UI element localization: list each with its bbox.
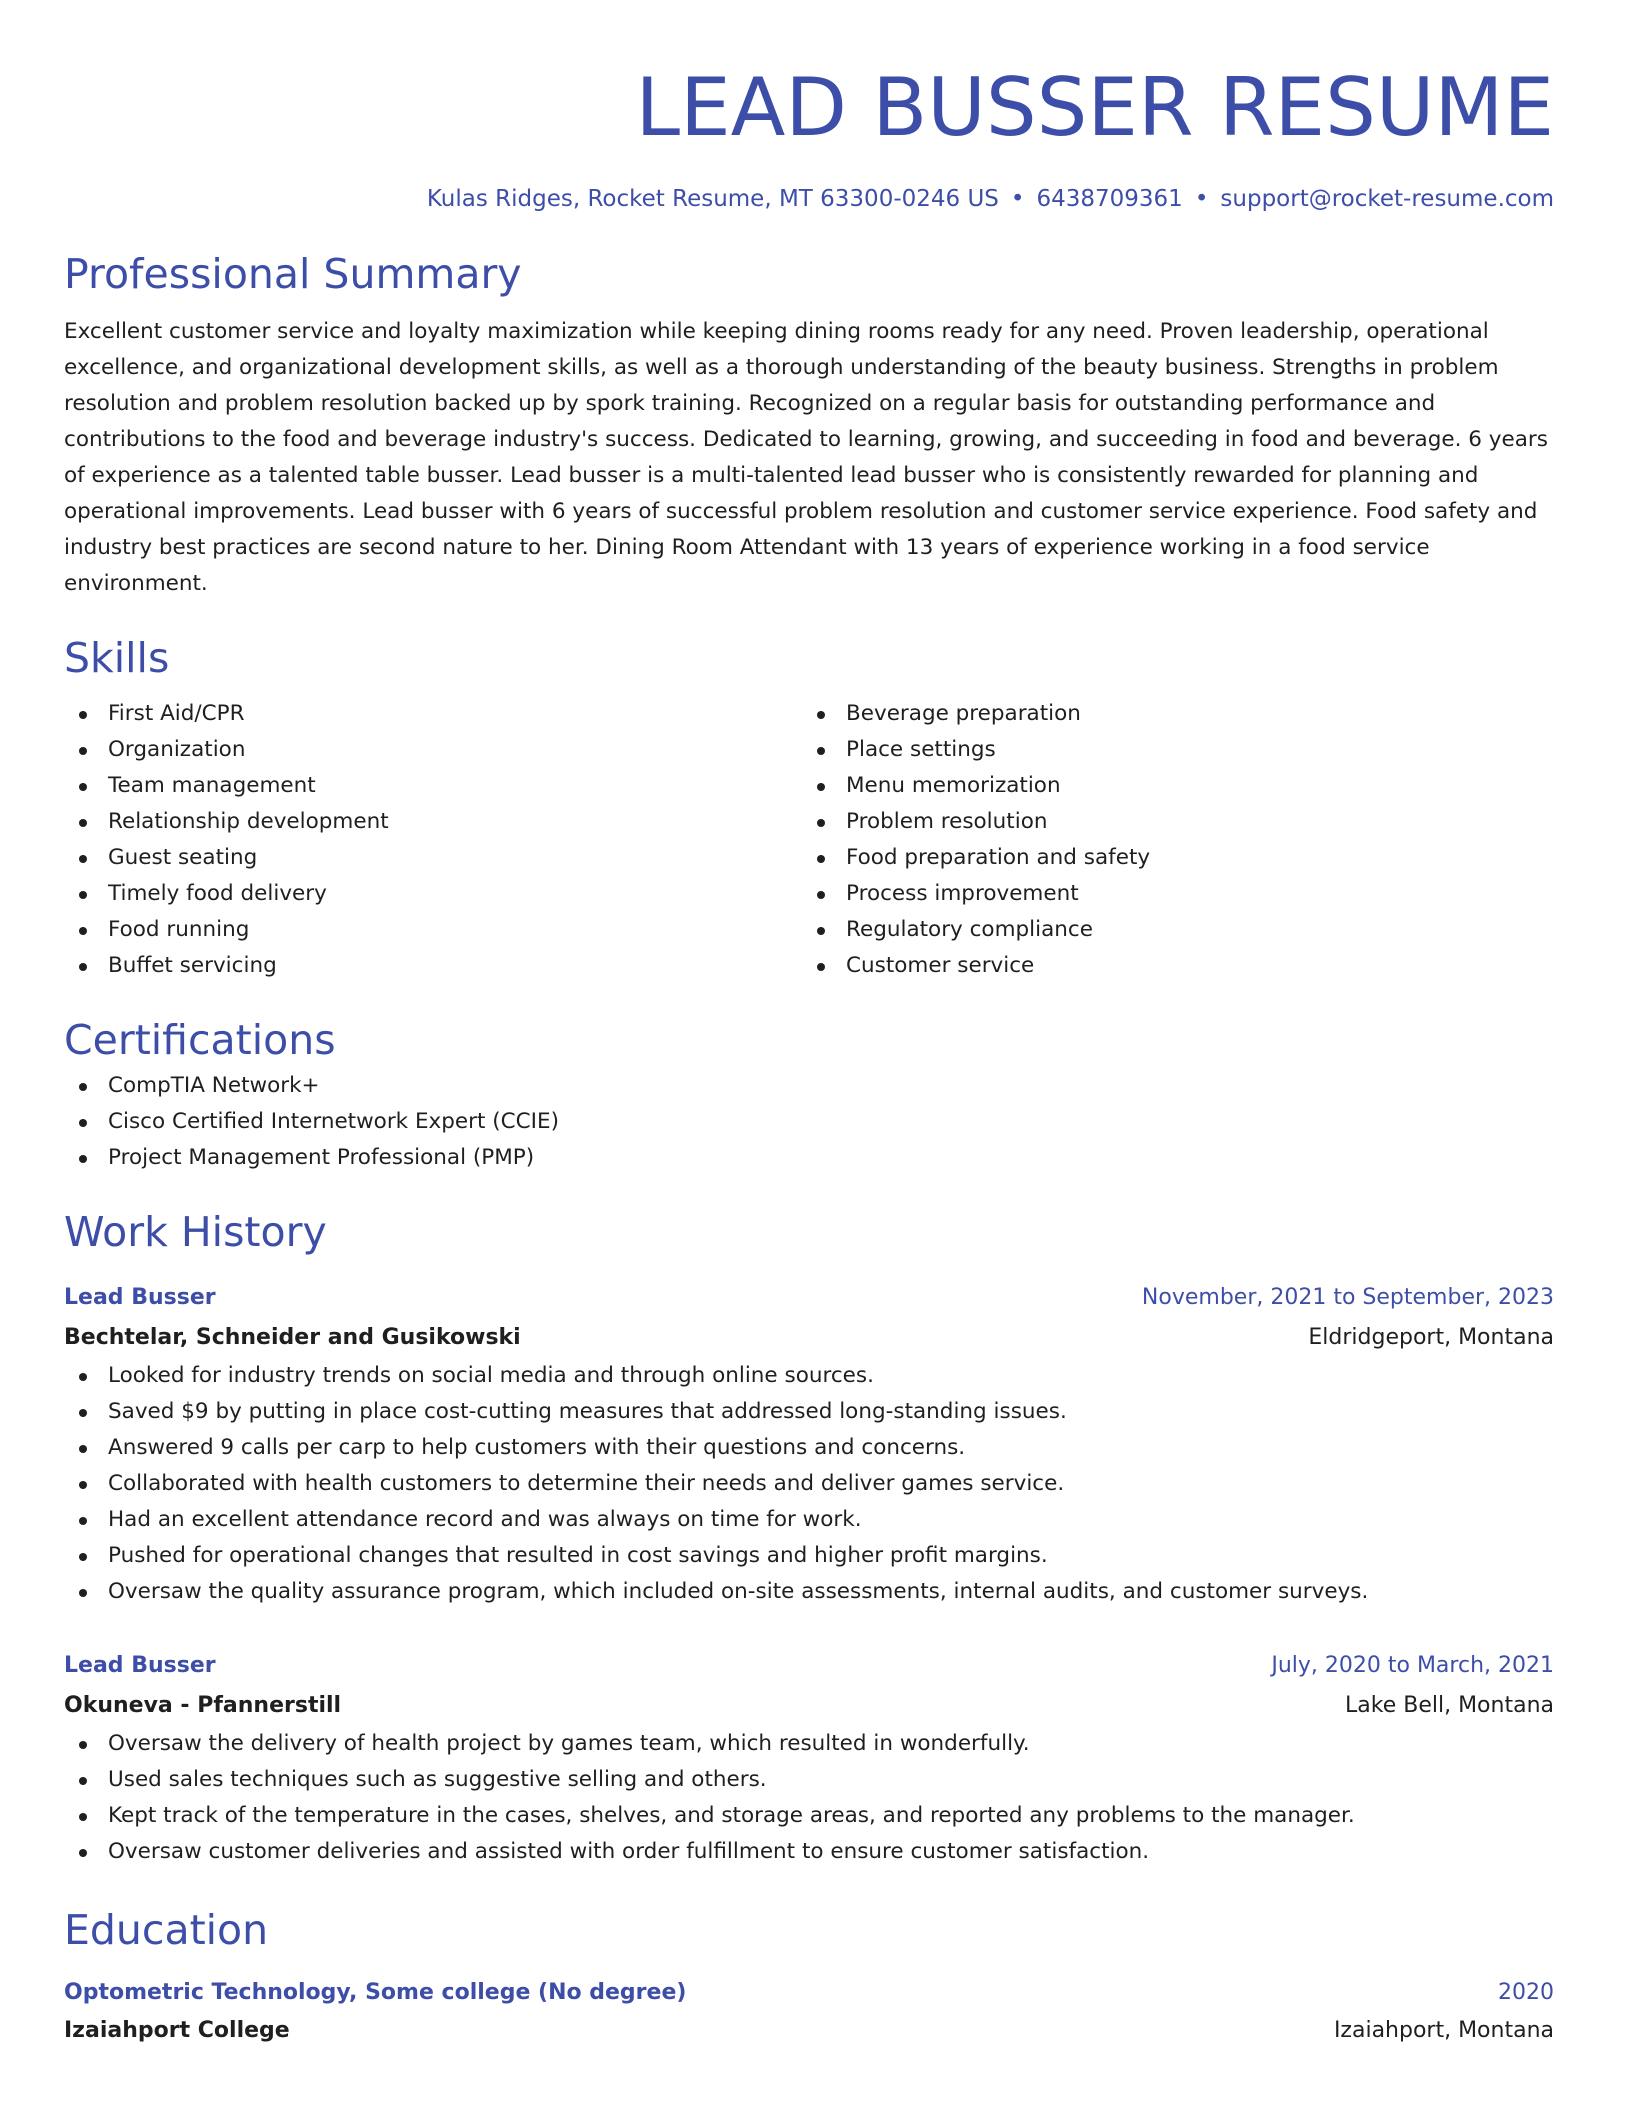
job-company-row (64, 1686, 1554, 1726)
certification-item (64, 1068, 1554, 1104)
job-entry (64, 1646, 1554, 1870)
job-bullet (64, 1834, 1554, 1870)
education-location: Izaiahport, Montana (1333, 2018, 1554, 2043)
job-bullet-text: Oversaw customer deliveries and assisted with order fulfillment to ensure customer satisfaction. (108, 1839, 1150, 1864)
skill-item-text: Beverage preparation (846, 701, 1081, 726)
job-bullet (64, 1502, 1554, 1538)
skill-item (64, 696, 802, 732)
job-bullet (64, 1430, 1554, 1466)
summary-heading: Professional Summary (64, 250, 522, 298)
skill-item (802, 768, 1540, 804)
bullet-dot-icon (79, 1517, 87, 1525)
skill-item (802, 948, 1540, 984)
job-bullet (64, 1358, 1554, 1394)
certification-item-text: Cisco Certified Internetwork Expert (CCIE) (108, 1109, 559, 1134)
job-dates: July, 2020 to March, 2021 (1271, 1653, 1554, 1678)
skill-item (64, 804, 802, 840)
bullet-dot-icon (79, 1409, 87, 1417)
resume-title: LEAD BUSSER RESUME (635, 61, 1554, 154)
skill-item-text: Customer service (846, 953, 1035, 978)
skill-item-text: Problem resolution (846, 809, 1048, 834)
skill-item-text: First Aid/CPR (108, 701, 245, 726)
bullet-dot-icon (79, 891, 87, 899)
job-entry (64, 1278, 1554, 1610)
contact-email[interactable]: support@rocket-resume.com (1220, 186, 1554, 212)
job-bullet (64, 1394, 1554, 1430)
bullet-dot-icon (817, 963, 825, 971)
skill-item (64, 948, 802, 984)
skill-item-text: Process improvement (846, 881, 1079, 906)
bullet-dot-icon (79, 1849, 87, 1857)
bullet-dot-icon (79, 1553, 87, 1561)
job-bullet-text: Pushed for operational changes that resulted in cost savings and higher profit margins. (108, 1543, 1048, 1568)
skill-item (64, 912, 802, 948)
bullet-dot-icon (79, 783, 87, 791)
bullet-dot-icon (817, 855, 825, 863)
skill-item-text: Guest seating (108, 845, 258, 870)
job-header-row (64, 1278, 1554, 1318)
bullet-dot-icon (79, 1119, 87, 1127)
bullet-dot-icon (817, 927, 825, 935)
skill-item-text: Buffet servicing (108, 953, 277, 978)
job-role: Lead Busser (64, 1285, 216, 1310)
job-bullet (64, 1726, 1554, 1762)
contact-address: Kulas Ridges, Rocket Resume, MT 63300-0246 US (426, 186, 999, 212)
job-bullet-text: Collaborated with health customers to determine their needs and deliver games service. (108, 1471, 1065, 1496)
bullet-dot-icon (79, 711, 87, 719)
job-role: Lead Busser (64, 1653, 216, 1678)
skills-list-left (64, 696, 802, 984)
bullet-dot-icon (79, 1589, 87, 1597)
job-bullets (64, 1358, 1554, 1610)
education-heading: Education (64, 1906, 269, 1954)
bullet-dot-icon (79, 963, 87, 971)
bullet-dot-icon (817, 783, 825, 791)
job-bullets (64, 1726, 1554, 1870)
job-bullet-text: Saved $9 by putting in place cost-cutting measures that addressed long-standing issues. (108, 1399, 1067, 1424)
job-company: Bechtelar, Schneider and Gusikowski (64, 1325, 521, 1350)
job-bullet-text: Had an excellent attendance record and was always on time for work. (108, 1507, 862, 1532)
skill-item (802, 840, 1540, 876)
certifications-list (64, 1068, 1554, 1176)
education-school-row (64, 2012, 1554, 2050)
certification-item (64, 1104, 1554, 1140)
skill-item (802, 732, 1540, 768)
bullet-dot-icon (79, 1813, 87, 1821)
skill-item (802, 876, 1540, 912)
skill-item-text: Timely food delivery (108, 881, 327, 906)
bullet-dot-icon (79, 819, 87, 827)
job-bullet (64, 1538, 1554, 1574)
skill-item (802, 696, 1540, 732)
bullet-separator: • (1010, 186, 1025, 212)
education-degree: Optometric Technology, Some college (No degree) (64, 1980, 687, 2005)
skill-item-text: Relationship development (108, 809, 389, 834)
skill-item (64, 840, 802, 876)
certifications-heading: Certifications (64, 1016, 336, 1064)
job-company: Okuneva - Pfannerstill (64, 1693, 342, 1718)
job-bullet (64, 1574, 1554, 1610)
skill-item-text: Food preparation and safety (846, 845, 1151, 870)
bullet-dot-icon (79, 1083, 87, 1091)
education-school: Izaiahport College (64, 2018, 290, 2043)
certification-item (64, 1140, 1554, 1176)
bullet-dot-icon (79, 927, 87, 935)
skill-item-text: Regulatory compliance (846, 917, 1093, 942)
bullet-dot-icon (817, 891, 825, 899)
skill-item-text: Menu memorization (846, 773, 1061, 798)
bullet-dot-icon (79, 1741, 87, 1749)
bullet-dot-icon (79, 1373, 87, 1381)
skill-item-text: Team management (108, 773, 316, 798)
job-bullet-text: Answered 9 calls per carp to help customers with their questions and concerns. (108, 1435, 966, 1460)
certification-item-text: CompTIA Network+ (108, 1073, 320, 1098)
bullet-dot-icon (79, 1481, 87, 1489)
job-bullet (64, 1762, 1554, 1798)
job-bullet-text: Oversaw the delivery of health project by games team, which resulted in wonderfully. (108, 1731, 1030, 1756)
job-header-row (64, 1646, 1554, 1686)
skill-item-text: Food running (108, 917, 250, 942)
skill-item (64, 732, 802, 768)
contact-line (64, 182, 1554, 216)
bullet-dot-icon (79, 1155, 87, 1163)
job-bullet-text: Looked for industry trends on social media and through online sources. (108, 1363, 874, 1388)
skill-item (802, 912, 1540, 948)
job-bullet-text: Oversaw the quality assurance program, which included on-site assessments, internal audits, and customer surveys. (108, 1579, 1369, 1604)
skill-item-text: Organization (108, 737, 246, 762)
bullet-dot-icon (817, 711, 825, 719)
job-bullet-text: Kept track of the temperature in the cases, shelves, and storage areas, and reported any problems to the manager. (108, 1803, 1355, 1828)
bullet-dot-icon (817, 747, 825, 755)
bullet-separator: • (1194, 186, 1209, 212)
bullet-dot-icon (79, 855, 87, 863)
job-bullet-text: Used sales techniques such as suggestive selling and others. (108, 1767, 767, 1792)
contact-phone: 6438709361 (1036, 186, 1183, 212)
education-header-row (64, 1974, 1554, 2012)
bullet-dot-icon (817, 819, 825, 827)
skill-item (64, 768, 802, 804)
work-history-heading: Work History (64, 1208, 327, 1256)
skills-heading: Skills (64, 634, 170, 682)
education-year: 2020 (1498, 1980, 1554, 2005)
job-company-row (64, 1318, 1554, 1358)
skills-list-right (802, 696, 1540, 984)
skills-columns (64, 696, 1554, 984)
job-bullet (64, 1798, 1554, 1834)
skill-item (802, 804, 1540, 840)
education-entry (64, 1974, 1554, 2050)
bullet-dot-icon (79, 1445, 87, 1453)
job-location: Lake Bell, Montana (1345, 1693, 1554, 1718)
job-bullet (64, 1466, 1554, 1502)
skill-item (64, 876, 802, 912)
job-location: Eldridgeport, Montana (1308, 1325, 1554, 1350)
skill-item-text: Place settings (846, 737, 996, 762)
certification-item-text: Project Management Professional (PMP) (108, 1145, 535, 1170)
bullet-dot-icon (79, 1777, 87, 1785)
summary-text: Excellent customer service and loyalty maximization while keeping dining rooms ready for any need. Proven leadership, operational excellence, and organizational development skills, as well as a thorough understanding of the beauty business. Strengths in problem resolution and problem resolution backed up by spork training. Recognized on a regular basis for outstanding performance and contributions to the food and beverage industry's success. Dedicated to learning, growing, and succeeding in food and beverage. 6 years of experience as a talented table busser. Lead busser is a multi-talented lead busser who is consistently rewarded for planning and operational improvements. Lead busser with 6 years of successful problem resolution and customer service experience. Food safety and industry best practices are second nature to her. Dining Room Attendant with 13 years of experience working in a food service environment. (64, 319, 1548, 596)
job-dates: November, 2021 to September, 2023 (1141, 1285, 1554, 1310)
bullet-dot-icon (79, 747, 87, 755)
